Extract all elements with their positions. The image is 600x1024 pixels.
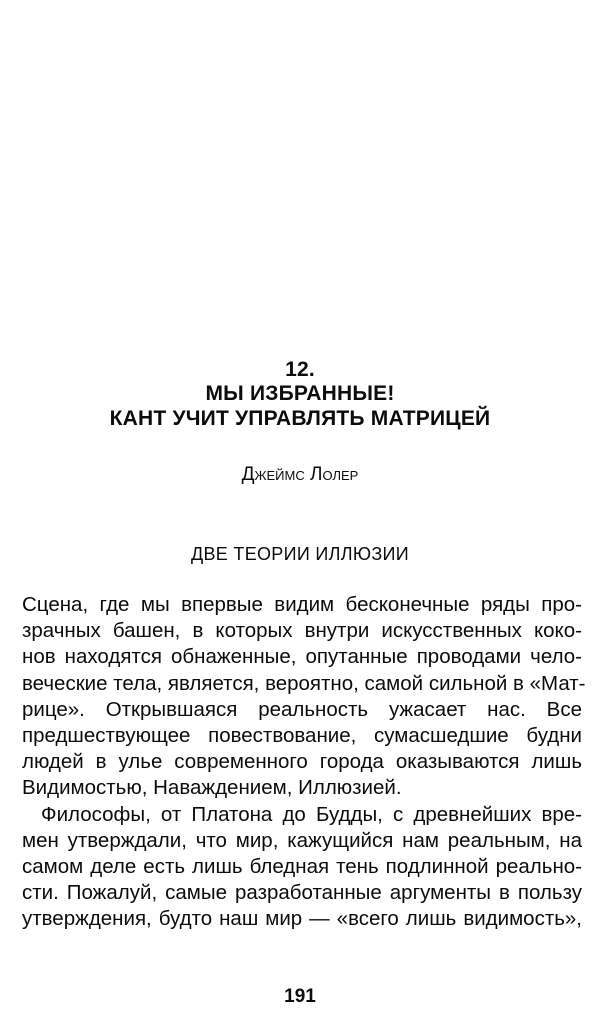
- text-line: зрачных башен, в которых внутри искусственных коко-: [22, 619, 582, 643]
- text-line: самом деле есть лишь бледная тень подлинной реально-: [22, 855, 582, 879]
- text-line: утверждения, будто наш мир — «всего лишь видимость»,: [22, 907, 582, 931]
- text-line: Сцена, где мы впервые видим бесконечные ряды про-: [22, 593, 582, 616]
- author-name: [0, 464, 600, 486]
- text-line: мен утверждали, что мир, кажущийся нам реальным, на: [22, 828, 582, 852]
- body-text: [22, 592, 586, 933]
- page-number: 191: [284, 986, 316, 1007]
- text-line: предшествующее повествование, сумасшедшие будни: [22, 724, 582, 748]
- section-heading: ДВЕ ТЕОРИИ ИЛЛЮЗИИ: [191, 544, 409, 564]
- text-line: сти. Пожалуй, самые разработанные аргументы в пользу: [22, 881, 582, 905]
- text-line: нов находятся обнаженные, опутанные проводами чело-: [22, 645, 582, 669]
- author-name-text: Джеймс Лолер: [241, 464, 359, 485]
- text-line: Видимостью, Наваждением, Иллюзией.: [22, 776, 402, 800]
- chapter-number: 12.: [285, 358, 315, 381]
- text-line: Философы, от Платона до Будды, с древнейших вре-: [41, 802, 582, 826]
- text-line: людей в улье современного города оказываются лишь: [22, 750, 582, 774]
- chapter-title-line-1: МЫ ИЗБРАННЫЕ!: [205, 382, 395, 405]
- paragraph-2: [22, 802, 582, 933]
- text-line: веческие тела, является, вероятно, самой сильной в «Мат-: [22, 671, 586, 695]
- chapter-title-line-2: КАНТ УЧИТ УПРАВЛЯТЬ МАТРИЦЕЙ: [109, 407, 491, 430]
- text-line: рице». Открывшаяся реальность ужасает нас. Все: [22, 697, 582, 721]
- paragraph-1: [22, 592, 586, 802]
